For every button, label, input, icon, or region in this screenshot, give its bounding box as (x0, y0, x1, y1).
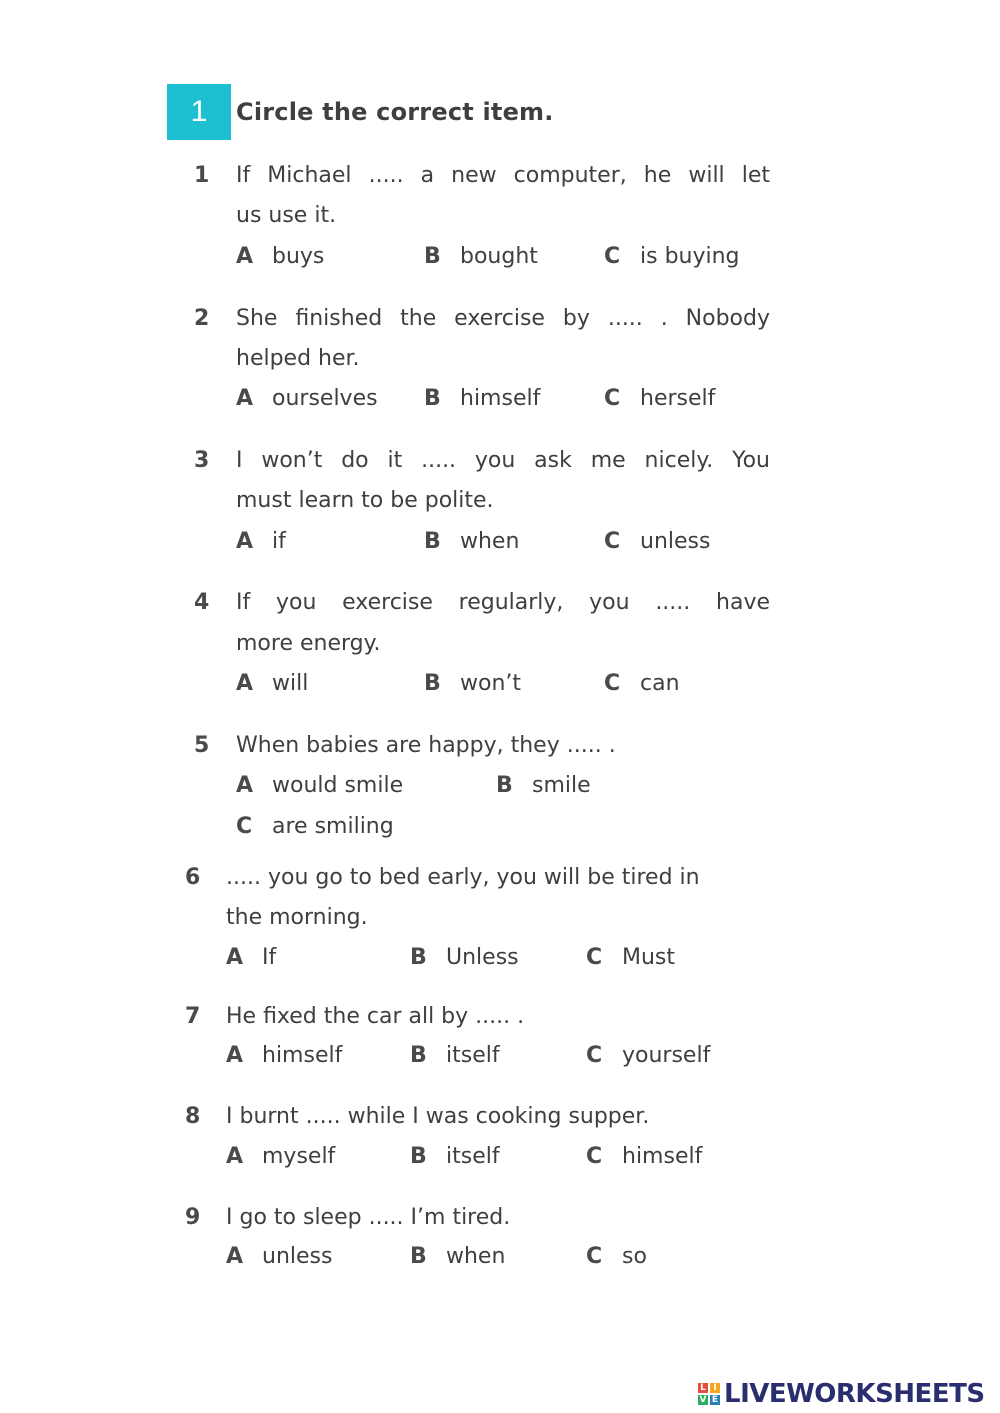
logo-letter-v: V (699, 1395, 707, 1405)
question-text-line-2: us use it. (236, 203, 337, 228)
question-text-line-2: helped her. (236, 346, 360, 371)
exercise-number: 1 (190, 95, 208, 128)
option-letter: A (236, 773, 254, 798)
option-letter: B (424, 529, 441, 554)
option-letter: C (604, 671, 621, 696)
question-number: 8 (185, 1104, 201, 1129)
question-text-line-1: He fixed the car all by ..... . (226, 1004, 525, 1029)
question-number: 2 (194, 306, 210, 331)
question-number: 1 (194, 163, 210, 188)
option-a[interactable] (226, 945, 276, 970)
option-b[interactable] (424, 529, 519, 554)
exercise-instruction: Circle the correct item. (236, 98, 554, 126)
option-letter: B (424, 386, 441, 411)
option-c[interactable] (586, 1043, 710, 1068)
option-letter: A (236, 386, 254, 411)
option-text: myself (262, 1144, 336, 1169)
option-text: can (640, 671, 680, 696)
option-letter: A (236, 244, 254, 269)
option-b[interactable] (424, 671, 521, 696)
option-text: would smile (272, 773, 404, 798)
option-letter: B (424, 244, 441, 269)
option-text: Must (622, 945, 676, 970)
question-text-line-2: must learn to be polite. (236, 488, 494, 513)
option-b[interactable] (410, 1244, 505, 1269)
question-text-line-2: the morning. (226, 905, 368, 930)
option-letter: C (604, 244, 621, 269)
option-letter: C (586, 945, 603, 970)
option-b[interactable] (424, 244, 538, 269)
option-c[interactable] (604, 386, 715, 411)
option-c[interactable] (604, 244, 740, 269)
option-text: himself (460, 386, 541, 411)
option-a[interactable] (226, 1144, 335, 1169)
option-text: when (460, 529, 520, 554)
option-letter: C (586, 1244, 603, 1269)
option-letter: A (236, 671, 254, 696)
option-text: if (272, 529, 286, 554)
option-a[interactable] (236, 244, 324, 269)
option-c[interactable] (586, 1144, 702, 1169)
exercise-number-badge (167, 84, 231, 140)
option-text: is buying (640, 244, 740, 269)
option-text: unless (640, 529, 711, 554)
option-a[interactable] (226, 1043, 342, 1068)
option-text: smile (532, 773, 591, 798)
option-a[interactable] (226, 1244, 332, 1269)
option-text: won’t (460, 671, 522, 696)
logo-letter-l: L (698, 1383, 708, 1393)
option-b[interactable] (410, 1144, 500, 1169)
question-text-line-1: She finished the exercise by ..... . Nobody (236, 306, 770, 331)
option-text: itself (446, 1043, 500, 1068)
option-letter: B (410, 1244, 427, 1269)
question-text-line-1: If you exercise regularly, you ..... have (236, 590, 770, 615)
option-c[interactable] (586, 1244, 647, 1269)
option-c[interactable] (586, 945, 675, 970)
option-b[interactable] (410, 945, 519, 970)
option-text: himself (622, 1144, 703, 1169)
option-letter: C (604, 529, 621, 554)
option-a[interactable] (236, 386, 378, 411)
option-text: Unless (446, 945, 519, 970)
logo-letter-e: E (711, 1395, 719, 1405)
option-letter: C (236, 814, 253, 839)
option-a[interactable] (236, 671, 308, 696)
option-letter: B (496, 773, 513, 798)
option-text: so (622, 1244, 647, 1269)
logo-letter-i: I (710, 1383, 720, 1393)
option-letter: B (410, 1144, 427, 1169)
option-letter: A (226, 1043, 244, 1068)
option-text: buys (272, 244, 325, 269)
option-text: itself (446, 1144, 500, 1169)
question-number: 6 (185, 865, 201, 890)
option-c[interactable] (604, 529, 710, 554)
option-letter: A (236, 529, 254, 554)
question-number: 3 (194, 448, 210, 473)
option-letter: B (424, 671, 441, 696)
question-number: 9 (185, 1205, 201, 1230)
option-letter: B (410, 1043, 427, 1068)
question-text-line-1: I won’t do it ..... you ask me nicely. You (236, 448, 770, 473)
option-a[interactable] (236, 529, 286, 554)
question-text-line-1: When babies are happy, they ..... . (236, 733, 616, 758)
option-b[interactable] (410, 1043, 500, 1068)
question-number: 7 (185, 1004, 201, 1029)
option-text: himself (262, 1043, 343, 1068)
question-number: 5 (194, 733, 210, 758)
option-text: herself (640, 386, 716, 411)
live-icon (698, 1383, 720, 1405)
brand-name: LIVEWORKSHEETS (724, 1379, 985, 1409)
question-number: 4 (194, 590, 210, 615)
option-text: ourselves (272, 386, 378, 411)
option-text: unless (262, 1244, 333, 1269)
option-letter: A (226, 1244, 244, 1269)
option-letter: A (226, 1144, 244, 1169)
option-text: are smiling (272, 814, 394, 839)
option-letter: C (586, 1043, 603, 1068)
liveworksheets-logo (698, 1377, 985, 1411)
option-letter: C (586, 1144, 603, 1169)
question-text-line-1: ..... you go to bed early, you will be tired in (226, 865, 700, 890)
option-text: yourself (622, 1043, 711, 1068)
question-text-line-1: I burnt ..... while I was cooking supper. (226, 1104, 650, 1129)
option-letter: B (410, 945, 427, 970)
option-text: If (262, 945, 277, 970)
option-text: when (446, 1244, 506, 1269)
question-text-line-1: I go to sleep ..... I’m tired. (226, 1205, 511, 1230)
option-letter: C (604, 386, 621, 411)
option-c[interactable] (236, 814, 394, 839)
option-b[interactable] (496, 773, 591, 798)
option-letter: A (226, 945, 244, 970)
option-a[interactable] (236, 773, 403, 798)
question-text-line-1: If Michael ..... a new computer, he will let (236, 163, 770, 188)
option-text: bought (460, 244, 538, 269)
option-b[interactable] (424, 386, 540, 411)
option-c[interactable] (604, 671, 680, 696)
option-text: will (272, 671, 309, 696)
question-text-line-2: more energy. (236, 631, 381, 656)
